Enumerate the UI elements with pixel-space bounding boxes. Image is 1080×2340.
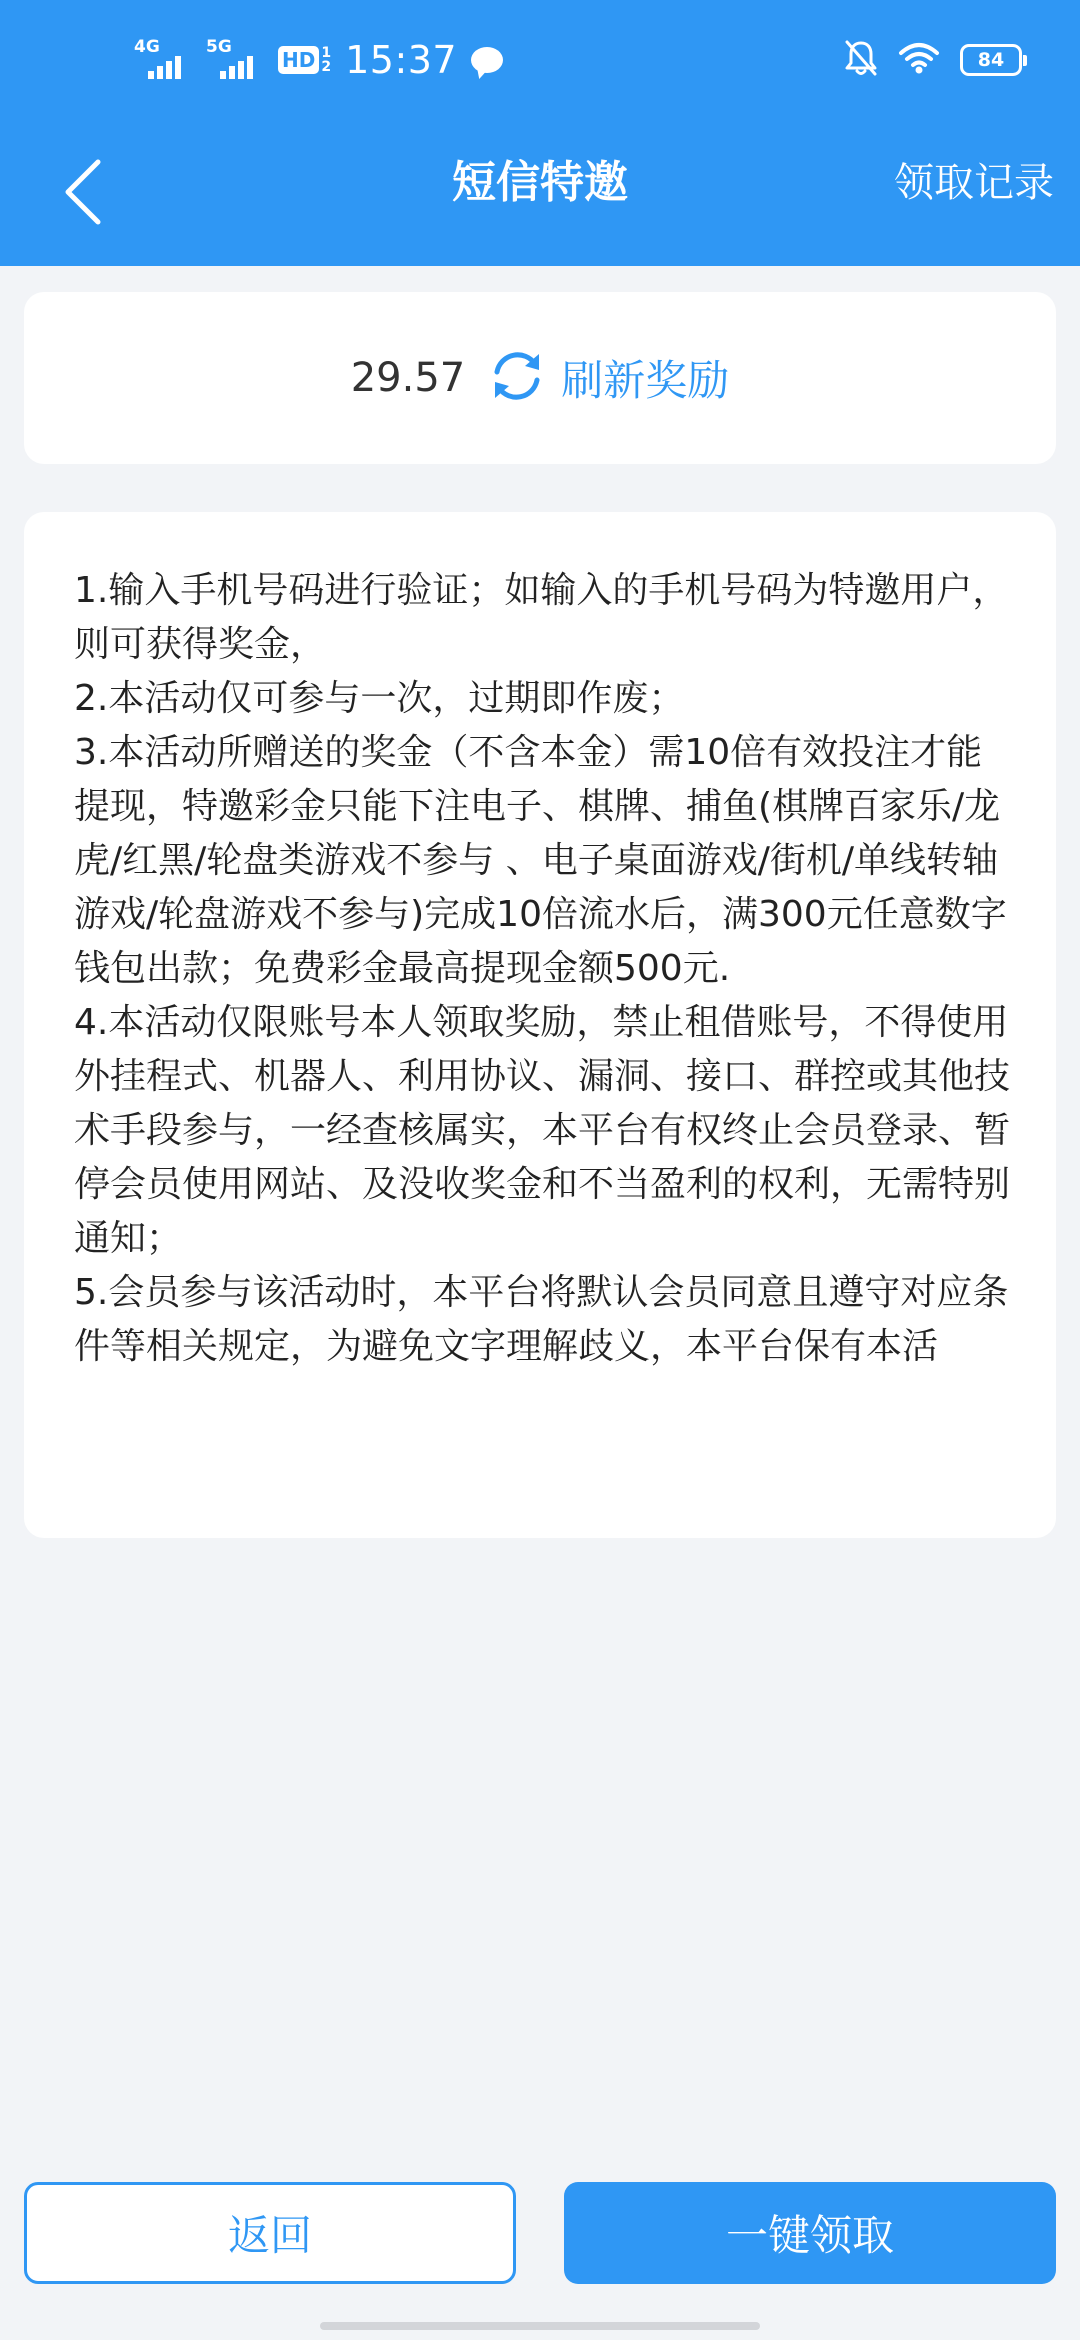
refresh-icon	[487, 346, 547, 410]
rule-item: 4.本活动仅限账号本人领取奖励，禁止租借账号，不得使用外挂程式、机器人、利用协议、漏洞、接口、群控或其他技术手段参与，一经查核属实，本平台有权终止会员登录、暂停会员使用网站、及没收奖金和不当盈利的权利，无需特别通知；	[74, 1002, 1011, 1259]
signal-4g-icon	[134, 37, 192, 83]
signal-5g-icon	[206, 37, 264, 83]
rule-item: 2.本活动仅可参与一次，过期即作废；	[74, 678, 685, 719]
message-bubble-icon	[471, 47, 503, 73]
back-button[interactable]: 返回	[24, 2182, 516, 2284]
rules-card	[24, 512, 1056, 1538]
battery-level: 84	[977, 49, 1005, 71]
hd-label: HD	[278, 46, 319, 74]
bell-off-icon	[844, 39, 878, 81]
rule-item: 1.输入手机号码进行验证；如输入的手机号码为特邀用户，则可获得奖金，	[74, 570, 1009, 665]
status-bar	[0, 0, 1080, 120]
clock: 15:37	[345, 38, 458, 82]
nav-bar	[0, 120, 1080, 266]
home-indicator[interactable]	[320, 2322, 760, 2330]
chevron-left-icon[interactable]	[58, 156, 108, 226]
refresh-reward-button[interactable]	[487, 346, 729, 410]
network-label: 5G	[206, 37, 232, 57]
reward-amount: 29.57	[350, 355, 466, 401]
rule-item: 3.本活动所赠送的奖金（不含本金）需10倍有效投注才能提现，特邀彩金只能下注电子、棋牌、捕鱼(棋牌百家乐/龙虎/红黑/轮盘类游戏不参与 、电子桌面游戏/街机/单线转轴游戏/轮盘游戏不参与)完成10倍流水后，满300元任意数字钱包出款；免费彩金最高提现金额500元.	[74, 732, 1007, 989]
reward-card	[24, 292, 1056, 464]
network-label: 4G	[134, 37, 160, 57]
hd-sub: 2	[321, 59, 332, 75]
wifi-icon	[898, 41, 940, 79]
hd-voice-icon	[278, 46, 331, 74]
hd-sup: 1	[321, 45, 332, 61]
status-left	[134, 30, 503, 90]
rule-item: 5.会员参与该活动时，本平台将默认会员同意且遵守对应条件等相关规定，为避免文字理解歧义，本平台保有本活	[74, 1272, 1009, 1367]
refresh-label: 刷新奖励	[561, 356, 730, 405]
page-title: 短信特邀	[452, 157, 628, 208]
claim-all-button[interactable]: 一键领取	[564, 2182, 1056, 2284]
app-header	[0, 0, 1080, 266]
battery-icon	[960, 44, 1022, 76]
claim-records-link[interactable]: 领取记录	[894, 160, 1054, 206]
status-right	[844, 36, 1022, 84]
